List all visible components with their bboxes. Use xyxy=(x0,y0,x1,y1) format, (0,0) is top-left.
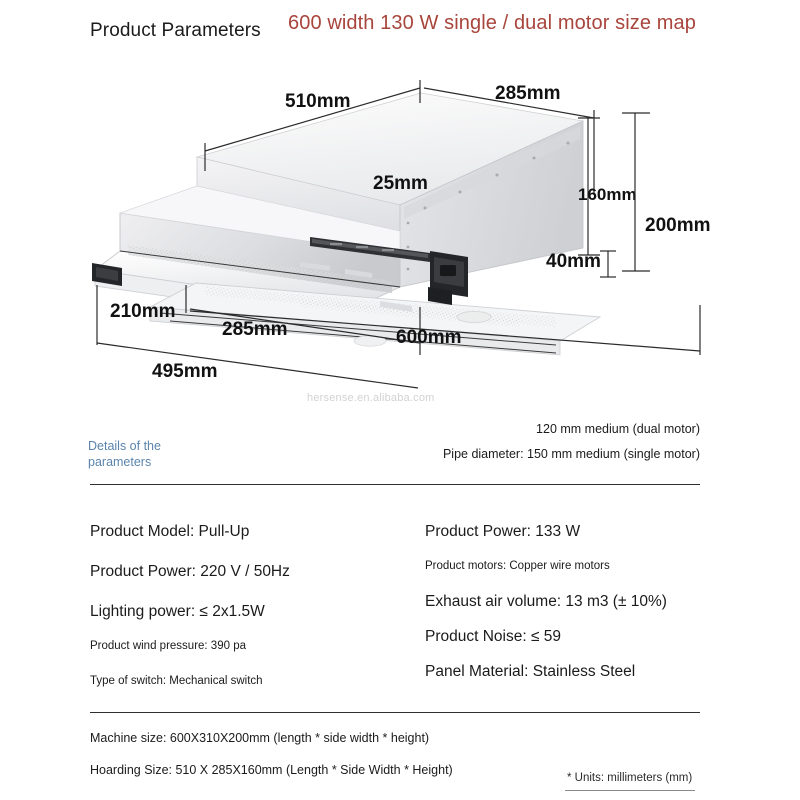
dim-label-285mm-top: 285mm xyxy=(495,83,561,104)
spec-item-panel-material: Panel Material: Stainless Steel xyxy=(425,663,636,680)
spec-item-lighting-power: Lighting power: ≤ 2x1.5W xyxy=(90,603,265,620)
dim-label-210mm: 210mm xyxy=(110,301,176,322)
footer-hoarding-size: Hoarding Size: 510 X 285X160mm (Length * Side Width * Height) xyxy=(90,763,453,777)
footer-units-note: * Units: millimeters (mm) xyxy=(567,772,693,784)
dim-label-510mm: 510mm xyxy=(285,91,351,112)
footer-machine-size: Machine size: 600X310X200mm (length * side width * height) xyxy=(90,731,430,745)
divider-top xyxy=(90,484,700,485)
pipe-note-single-motor: Pipe diameter: 150 mm medium (single motor) xyxy=(442,447,700,461)
spec-item-product-power: Product Power: 133 W xyxy=(425,523,581,540)
dim-label-25mm: 25mm xyxy=(373,173,428,194)
product-dimension-diagram xyxy=(0,55,800,405)
dim-label-495mm: 495mm xyxy=(152,361,218,382)
watermark: hersense.en.alibaba.com xyxy=(307,392,435,404)
dim-label-285mm-base: 285mm xyxy=(222,319,288,340)
spec-item-product-noise: Product Noise: ≤ 59 xyxy=(425,628,562,645)
divider-bottom xyxy=(90,712,700,713)
spec-item-switch-type: Type of switch: Mechanical switch xyxy=(90,675,263,687)
pipe-note-dual-motor: 120 mm medium (dual motor) xyxy=(536,422,700,436)
specification-table xyxy=(0,505,800,695)
headline-title: 600 width 130 W single / dual motor size map xyxy=(288,12,696,34)
dim-label-600mm: 600mm xyxy=(396,327,462,348)
spec-item-wind-pressure: Product wind pressure: 390 pa xyxy=(90,640,246,652)
dim-label-200mm: 200mm xyxy=(645,215,711,236)
dim-label-40mm: 40mm xyxy=(546,251,601,272)
details-of-parameters-label[interactable] xyxy=(88,438,198,470)
dim-label-160mm: 160mm xyxy=(578,185,637,204)
spec-item-product-model: Product Model: Pull-Up xyxy=(90,523,250,540)
details-label-line1: Details of the xyxy=(88,439,161,453)
page-title: Product Parameters xyxy=(90,20,261,41)
spec-item-product-voltage: Product Power: 220 V / 50Hz xyxy=(90,563,290,580)
divider-units xyxy=(565,790,695,791)
spec-item-exhaust-air-volume: Exhaust air volume: 13 m3 (± 10%) xyxy=(425,593,667,610)
details-label-line2: parameters xyxy=(88,455,152,469)
spec-item-product-motors: Product motors: Copper wire motors xyxy=(425,560,610,572)
